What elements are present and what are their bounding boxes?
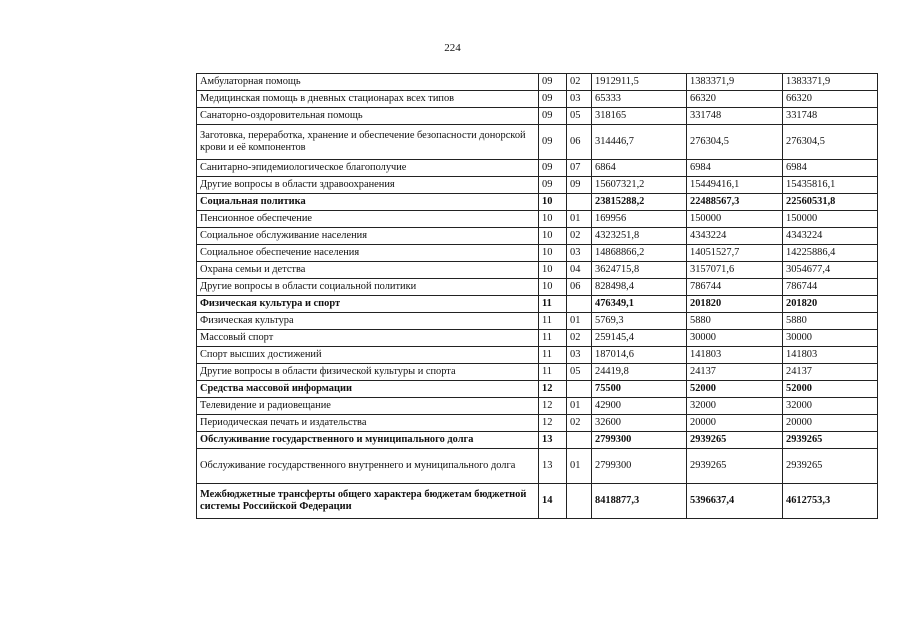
subsection-code-cell <box>567 296 592 313</box>
amount-year-1-cell: 24419,8 <box>592 364 687 381</box>
amount-year-3-cell: 5880 <box>783 313 878 330</box>
table-section-row <box>197 296 878 313</box>
amount-year-2-cell: 15449416,1 <box>687 177 783 194</box>
budget-table <box>196 73 878 519</box>
amount-year-3-cell: 24137 <box>783 364 878 381</box>
subsection-code-cell: 05 <box>567 364 592 381</box>
table-section-row <box>197 381 878 398</box>
amount-year-1-cell: 23815288,2 <box>592 194 687 211</box>
amount-year-1-cell: 3624715,8 <box>592 262 687 279</box>
amount-year-2-cell: 201820 <box>687 296 783 313</box>
section-code-cell: 13 <box>539 449 567 484</box>
amount-year-1-cell: 1912911,5 <box>592 74 687 91</box>
section-code-cell: 12 <box>539 381 567 398</box>
amount-year-3-cell: 786744 <box>783 279 878 296</box>
table-row <box>197 177 878 194</box>
subsection-code-cell: 01 <box>567 211 592 228</box>
table-row <box>197 364 878 381</box>
amount-year-2-cell: 3157071,6 <box>687 262 783 279</box>
section-code-cell: 09 <box>539 74 567 91</box>
section-code-cell: 11 <box>539 313 567 330</box>
amount-year-3-cell: 4343224 <box>783 228 878 245</box>
amount-year-1-cell: 476349,1 <box>592 296 687 313</box>
amount-year-2-cell: 20000 <box>687 415 783 432</box>
section-code-cell: 09 <box>539 91 567 108</box>
amount-year-2-cell: 32000 <box>687 398 783 415</box>
table-row <box>197 245 878 262</box>
table-row <box>197 313 878 330</box>
amount-year-1-cell: 2799300 <box>592 449 687 484</box>
table-row <box>197 91 878 108</box>
amount-year-3-cell: 2939265 <box>783 449 878 484</box>
amount-year-3-cell: 30000 <box>783 330 878 347</box>
amount-year-1-cell: 15607321,2 <box>592 177 687 194</box>
amount-year-3-cell: 276304,5 <box>783 125 878 160</box>
row-name-cell: Спорт высших достижений <box>197 347 539 364</box>
amount-year-3-cell: 3054677,4 <box>783 262 878 279</box>
row-name-cell: Обслуживание государственного внутреннего и муниципального долга <box>197 449 539 484</box>
section-code-cell: 09 <box>539 160 567 177</box>
amount-year-2-cell: 150000 <box>687 211 783 228</box>
subsection-code-cell: 03 <box>567 91 592 108</box>
subsection-code-cell: 01 <box>567 449 592 484</box>
row-name-cell: Санаторно-оздоровительная помощь <box>197 108 539 125</box>
section-code-cell: 10 <box>539 194 567 211</box>
section-code-cell: 10 <box>539 245 567 262</box>
amount-year-2-cell: 14051527,7 <box>687 245 783 262</box>
row-name-cell: Физическая культура <box>197 313 539 330</box>
amount-year-3-cell: 2939265 <box>783 432 878 449</box>
amount-year-3-cell: 150000 <box>783 211 878 228</box>
row-name-cell: Пенсионное обеспечение <box>197 211 539 228</box>
amount-year-2-cell: 66320 <box>687 91 783 108</box>
amount-year-1-cell: 8418877,3 <box>592 484 687 519</box>
row-name-cell: Амбулаторная помощь <box>197 74 539 91</box>
table-section-row <box>197 194 878 211</box>
row-name-cell: Средства массовой информации <box>197 381 539 398</box>
row-name-cell: Обслуживание государственного и муниципального долга <box>197 432 539 449</box>
section-code-cell: 10 <box>539 279 567 296</box>
amount-year-2-cell: 2939265 <box>687 449 783 484</box>
subsection-code-cell: 02 <box>567 415 592 432</box>
subsection-code-cell <box>567 381 592 398</box>
amount-year-3-cell: 15435816,1 <box>783 177 878 194</box>
row-name-cell: Медицинская помощь в дневных стационарах всех типов <box>197 91 539 108</box>
section-code-cell: 09 <box>539 177 567 194</box>
amount-year-1-cell: 32600 <box>592 415 687 432</box>
row-name-cell: Социальное обеспечение населения <box>197 245 539 262</box>
section-code-cell: 12 <box>539 398 567 415</box>
amount-year-2-cell: 30000 <box>687 330 783 347</box>
amount-year-3-cell: 6984 <box>783 160 878 177</box>
subsection-code-cell: 05 <box>567 108 592 125</box>
table-row <box>197 228 878 245</box>
amount-year-1-cell: 6864 <box>592 160 687 177</box>
amount-year-1-cell: 4323251,8 <box>592 228 687 245</box>
amount-year-1-cell: 2799300 <box>592 432 687 449</box>
row-name-cell: Массовый спорт <box>197 330 539 347</box>
page-number: 224 <box>444 42 461 54</box>
row-name-cell: Санитарно-эпидемиологическое благополучие <box>197 160 539 177</box>
amount-year-2-cell: 786744 <box>687 279 783 296</box>
subsection-code-cell: 02 <box>567 330 592 347</box>
amount-year-2-cell: 24137 <box>687 364 783 381</box>
amount-year-3-cell: 52000 <box>783 381 878 398</box>
table-row <box>197 262 878 279</box>
section-code-cell: 11 <box>539 296 567 313</box>
amount-year-1-cell: 5769,3 <box>592 313 687 330</box>
table-row <box>197 398 878 415</box>
amount-year-2-cell: 5396637,4 <box>687 484 783 519</box>
amount-year-2-cell: 5880 <box>687 313 783 330</box>
subsection-code-cell: 01 <box>567 398 592 415</box>
table-section-row <box>197 484 878 519</box>
row-name-cell: Телевидение и радиовещание <box>197 398 539 415</box>
amount-year-3-cell: 14225886,4 <box>783 245 878 262</box>
section-code-cell: 12 <box>539 415 567 432</box>
row-name-cell: Другие вопросы в области социальной политики <box>197 279 539 296</box>
row-name-cell: Периодическая печать и издательства <box>197 415 539 432</box>
table-row <box>197 347 878 364</box>
subsection-code-cell: 07 <box>567 160 592 177</box>
amount-year-3-cell: 201820 <box>783 296 878 313</box>
row-name-cell: Охрана семьи и детства <box>197 262 539 279</box>
amount-year-1-cell: 318165 <box>592 108 687 125</box>
section-code-cell: 11 <box>539 364 567 381</box>
section-code-cell: 11 <box>539 330 567 347</box>
amount-year-1-cell: 169956 <box>592 211 687 228</box>
amount-year-1-cell: 42900 <box>592 398 687 415</box>
subsection-code-cell: 03 <box>567 347 592 364</box>
amount-year-2-cell: 276304,5 <box>687 125 783 160</box>
amount-year-1-cell: 259145,4 <box>592 330 687 347</box>
amount-year-1-cell: 314446,7 <box>592 125 687 160</box>
budget-table-body <box>197 74 878 519</box>
amount-year-1-cell: 65333 <box>592 91 687 108</box>
amount-year-2-cell: 1383371,9 <box>687 74 783 91</box>
amount-year-2-cell: 6984 <box>687 160 783 177</box>
subsection-code-cell: 02 <box>567 228 592 245</box>
table-row <box>197 279 878 296</box>
subsection-code-cell: 02 <box>567 74 592 91</box>
subsection-code-cell: 01 <box>567 313 592 330</box>
amount-year-3-cell: 22560531,8 <box>783 194 878 211</box>
amount-year-3-cell: 331748 <box>783 108 878 125</box>
table-row <box>197 74 878 91</box>
subsection-code-cell <box>567 432 592 449</box>
row-name-cell: Другие вопросы в области здравоохранения <box>197 177 539 194</box>
amount-year-2-cell: 52000 <box>687 381 783 398</box>
amount-year-3-cell: 66320 <box>783 91 878 108</box>
subsection-code-cell: 06 <box>567 279 592 296</box>
amount-year-2-cell: 22488567,3 <box>687 194 783 211</box>
section-code-cell: 09 <box>539 108 567 125</box>
subsection-code-cell: 06 <box>567 125 592 160</box>
row-name-cell: Социальное обслуживание населения <box>197 228 539 245</box>
amount-year-3-cell: 141803 <box>783 347 878 364</box>
section-code-cell: 09 <box>539 125 567 160</box>
section-code-cell: 14 <box>539 484 567 519</box>
amount-year-3-cell: 20000 <box>783 415 878 432</box>
amount-year-2-cell: 4343224 <box>687 228 783 245</box>
amount-year-2-cell: 141803 <box>687 347 783 364</box>
table-row <box>197 108 878 125</box>
row-name-cell: Физическая культура и спорт <box>197 296 539 313</box>
row-name-cell: Социальная политика <box>197 194 539 211</box>
amount-year-1-cell: 75500 <box>592 381 687 398</box>
section-code-cell: 11 <box>539 347 567 364</box>
table-row <box>197 160 878 177</box>
subsection-code-cell: 03 <box>567 245 592 262</box>
amount-year-2-cell: 331748 <box>687 108 783 125</box>
table-row <box>197 330 878 347</box>
section-code-cell: 10 <box>539 211 567 228</box>
table-row <box>197 211 878 228</box>
table-row <box>197 125 878 160</box>
amount-year-1-cell: 187014,6 <box>592 347 687 364</box>
table-row <box>197 449 878 484</box>
row-name-cell: Заготовка, переработка, хранение и обеспечение безопасности донорской крови и её компонентов <box>197 125 539 160</box>
section-code-cell: 10 <box>539 228 567 245</box>
subsection-code-cell: 04 <box>567 262 592 279</box>
amount-year-1-cell: 14868866,2 <box>592 245 687 262</box>
section-code-cell: 10 <box>539 262 567 279</box>
subsection-code-cell <box>567 484 592 519</box>
amount-year-2-cell: 2939265 <box>687 432 783 449</box>
amount-year-3-cell: 4612753,3 <box>783 484 878 519</box>
section-code-cell: 13 <box>539 432 567 449</box>
table-section-row <box>197 432 878 449</box>
subsection-code-cell: 09 <box>567 177 592 194</box>
amount-year-1-cell: 828498,4 <box>592 279 687 296</box>
subsection-code-cell <box>567 194 592 211</box>
amount-year-3-cell: 1383371,9 <box>783 74 878 91</box>
row-name-cell: Межбюджетные трансферты общего характера бюджетам бюджетной системы Российской Федерации <box>197 484 539 519</box>
amount-year-3-cell: 32000 <box>783 398 878 415</box>
row-name-cell: Другие вопросы в области физической культуры и спорта <box>197 364 539 381</box>
table-row <box>197 415 878 432</box>
